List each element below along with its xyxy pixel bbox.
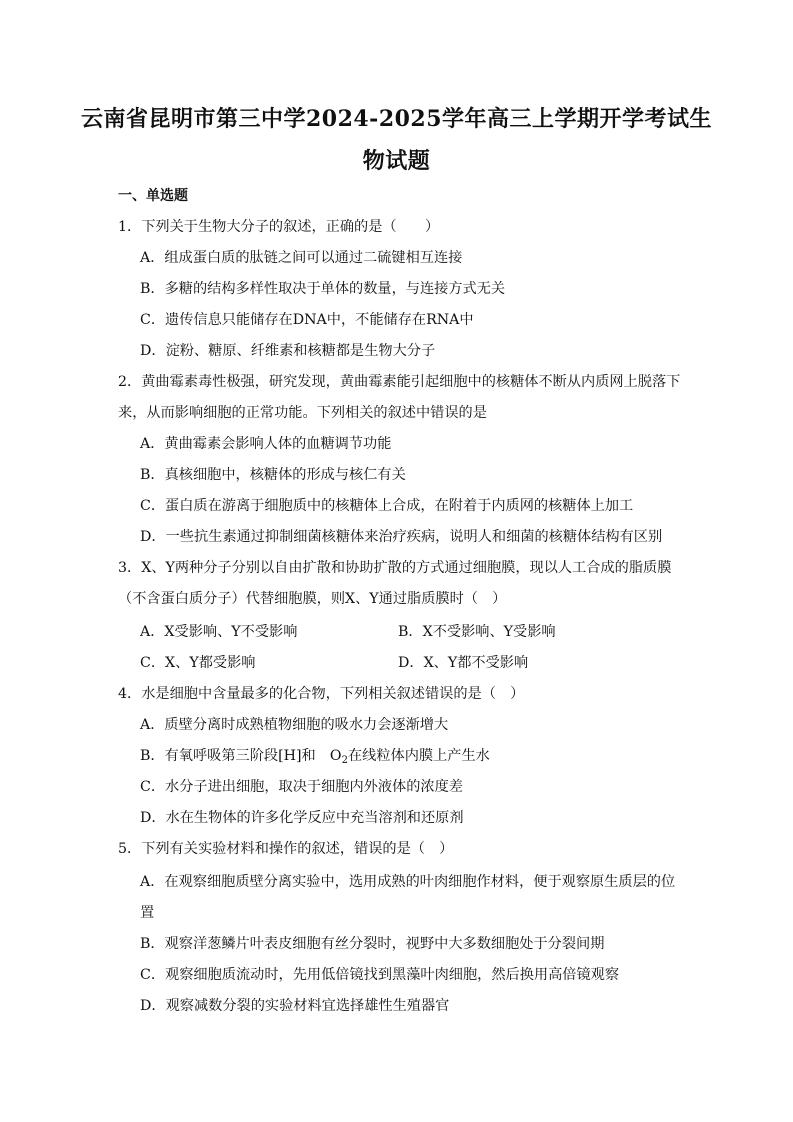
question-1-option-c: C．遗传信息只能储存在DNA中，不能储存在RNA中 [140, 312, 474, 328]
question-4-option-b-tail: 在线粒体内膜上产生水 [347, 748, 490, 764]
question-3-stem-line-2: （不含蛋白质分子）代替细胞膜，则X、Y通过脂质膜时（ ） [118, 591, 507, 607]
document-title-line-1: 云南省昆明市第三中学2024-2025学年高三上学期开学考试生 [80, 106, 713, 132]
question-5-option-c: C．观察细胞质流动时，先用低倍镜找到黑藻叶肉细胞，然后换用高倍镜观察 [140, 967, 620, 983]
question-5-option-b: B．观察洋葱鳞片叶表皮细胞有丝分裂时，视野中大多数细胞处于分裂间期 [140, 936, 605, 952]
question-4-stem: 4．水是细胞中含量最多的化合物，下列相关叙述错误的是（ ） [118, 686, 525, 702]
question-5-stem: 5．下列有关实验材料和操作的叙述，错误的是（ ） [118, 841, 454, 857]
question-2-option-b: B．真核细胞中，核糖体的形成与核仁有关 [140, 467, 406, 483]
section-heading: 一、单选题 [118, 188, 188, 204]
question-3-option-d: D．X、Y都不受影响 [398, 655, 529, 671]
question-2-stem-line-2: 来，从而影响细胞的正常功能。下列相关的叙述中错误的是 [118, 405, 487, 421]
question-4-option-c: C．水分子进出细胞，取决于细胞内外液体的浓度差 [140, 779, 463, 795]
question-1-stem: 1．下列关于生物大分子的叙述，正确的是（ ） [118, 219, 440, 235]
question-5-option-d: D．观察减数分裂的实验材料宜选择雄性生殖器官 [140, 998, 450, 1014]
question-4-option-a: A．质壁分离时成熟植物细胞的吸水力会逐渐增大 [140, 717, 449, 733]
question-1-option-d: D．淀粉、糖原、纤维素和核糖都是生物大分子 [140, 343, 436, 359]
question-2-option-d: D．一些抗生素通过抑制细菌核糖体来治疗疾病，说明人和细菌的核糖体结构有区别 [140, 529, 663, 545]
question-2-option-c: C．蛋白质在游离于细胞质中的核糖体上合成，在附着于内质网的核糖体上加工 [140, 498, 634, 514]
question-3-option-c: C．X、Y都受影响 [140, 655, 256, 671]
oxygen-subscript: 2 [341, 755, 348, 766]
question-1-option-b: B．多糖的结构多样性取决于单体的数量，与连接方式无关 [140, 281, 506, 297]
document-title-line-2: 物试题 [362, 148, 431, 174]
question-4-option-b [140, 746, 490, 771]
question-4-option-d: D．水在生物体的许多化学反应中充当溶剂和还原剂 [140, 810, 464, 826]
question-2-option-a: A．黄曲霉素会影响人体的血糖调节功能 [140, 436, 392, 452]
question-5-option-a-continuation: 置 [140, 905, 155, 921]
question-3-stem-line-1: 3．X、Y两种分子分别以自由扩散和协助扩散的方式通过细胞膜，现以人工合成的脂质膜 [118, 560, 672, 576]
question-5-option-a: A．在观察细胞质壁分离实验中，选用成熟的叶肉细胞作材料，便于观察原生质层的位 [140, 874, 676, 890]
question-4-option-b-text: B．有氧呼吸第三阶段[H]和 O [140, 748, 342, 764]
question-2-stem-line-1: 2．黄曲霉素毒性极强，研究发现，黄曲霉素能引起细胞中的核糖体不断从内质网上脱落下 [118, 374, 681, 390]
question-3-option-b: B．X不受影响、Y受影响 [398, 624, 556, 640]
question-1-option-a: A．组成蛋白质的肽链之间可以通过二硫键相互连接 [140, 250, 463, 266]
question-3-option-a: A．X受影响、Y不受影响 [140, 624, 298, 640]
